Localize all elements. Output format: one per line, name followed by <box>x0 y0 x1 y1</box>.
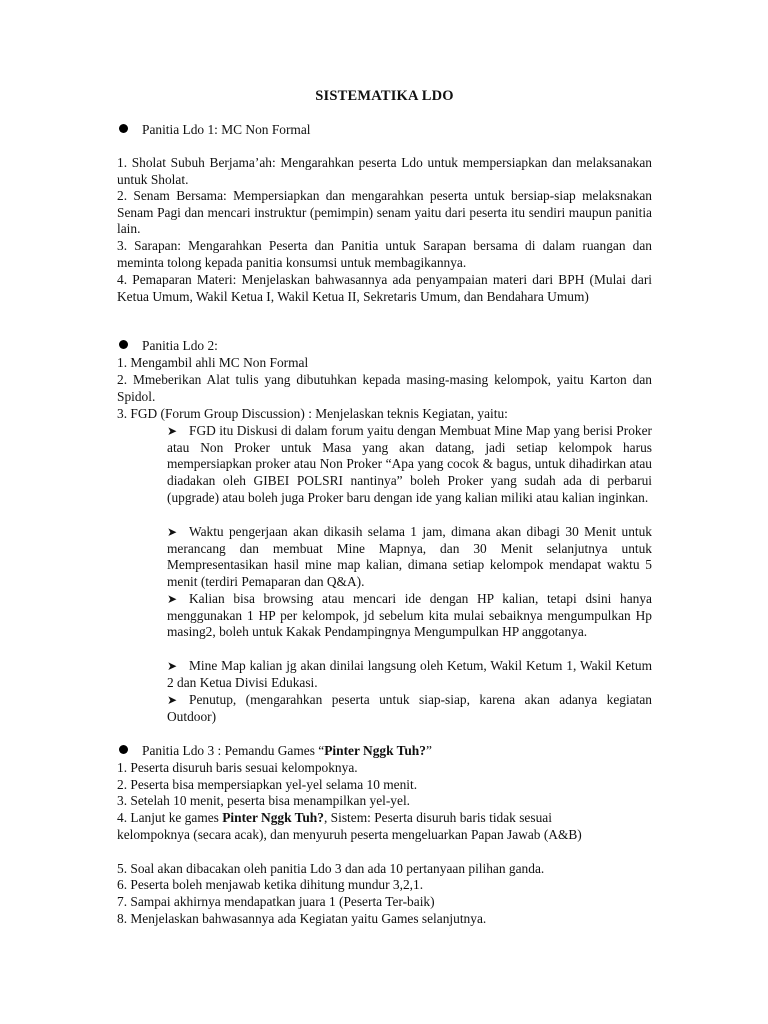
game-name: Pinter Nggk Tuh? <box>324 743 426 758</box>
section-3-item: 7. Sampai akhirnya mendapatkan juara 1 (Peserta Ter-baik) <box>117 894 435 909</box>
fgd-sub-item: ➤ FGD itu Diskusi di dalam forum yaitu dengan Membuat Mine Map yang berisi Proker atau Non Proker untuk Masa yang akan datang, jadi setiap kelompok harus mempersiapkan proker atau Non Proker “Apa yang cocok & bagus, untuk dihadirkan atau diadakan oleh GIBEI POLSRI nantinya” boleh Proker yang sudah ada di perbarui (upgrade) atau boleh juga Proker baru dengan ide yang kalian miliki atau kalian inginkan. <box>167 423 652 505</box>
section-2-item: 3. FGD (Forum Group Discussion) : Menjelaskan teknis Kegiatan, yaitu: <box>117 406 508 421</box>
section-1-item: 2. Senam Bersama: Mempersiapkan dan mengarahkan peserta untuk bersiap-siap melaksnakan Senam Pagi dan mencari instruktur (pemimpin) senam yaitu dari peserta itu sendiri maupun panitia lain. <box>117 188 652 237</box>
document-title: SISTEMATIKA LDO <box>315 88 454 104</box>
section-1-heading-text: Panitia Ldo 1: MC Non Formal <box>142 122 311 137</box>
section-2-item: 2. Mmeberikan Alat tulis yang dibutuhkan kepada masing-masing kelompok, yaitu Karton dan Spidol. <box>117 372 652 404</box>
fgd-sub-item: ➤ Kalian bisa browsing atau mencari ide dengan HP kalian, tetapi dsini hanya menggunakan 1 HP per kelompok, jd sebelum kita mulai sebaiknya mengumpulkan Hp masing2, boleh untuk Kakak Pendampingnya Mengumpulkan HP anggotanya. <box>167 591 652 640</box>
arrow-bullet-icon: ➤ <box>167 525 178 539</box>
section-3-item: 6. Peserta boleh menjawab ketika dihitung mundur 3,2,1. <box>117 877 424 892</box>
fgd-sub-item: ➤ Mine Map kalian jg akan dinilai langsung oleh Ketum, Wakil Ketum 1, Wakil Ketum 2 dan Ketua Divisi Edukasi. <box>167 658 652 690</box>
arrow-bullet-icon: ➤ <box>167 659 178 673</box>
section-3-item: 1. Peserta disuruh baris sesuai kelompoknya. <box>117 760 358 775</box>
section-3-item: 4. Lanjut ke games Pinter Nggk Tuh?, Sistem: Peserta disuruh baris tidak sesuai kelompoknya (secara acak), dan menyuruh peserta mengeluarkan Papan Jawab (A&B) <box>117 810 582 842</box>
section-2-heading-text: Panitia Ldo 2: <box>142 338 218 353</box>
fgd-sub-item: ➤ Waktu pengerjaan akan dikasih selama 1 jam, dimana akan dibagi 30 Menit untuk merancang dan membuat Mine Mapnya, dan 30 Menit selanjutnya untuk Mempresentasikan hasil mine map kalian, dimana setiap kelompok mendapat waktu 5 menit (terdiri Pemaparan dan Q&A). <box>167 524 652 590</box>
arrow-bullet-icon: ➤ <box>167 424 178 438</box>
bullet-icon <box>119 745 128 754</box>
fgd-sub-item: ➤ Penutup, (mengarahkan peserta untuk siap-siap, karena akan adanya kegiatan Outdoor) <box>167 692 652 724</box>
arrow-bullet-icon: ➤ <box>167 693 178 707</box>
bullet-icon <box>119 124 128 133</box>
section-1-item: 3. Sarapan: Mengarahkan Peserta dan Panitia untuk Sarapan bersama di dalam ruangan dan meminta tolong kepada panitia konsumsi untuk membagikannya. <box>117 238 652 270</box>
section-3-item: 2. Peserta bisa mempersiapkan yel-yel selama 10 menit. <box>117 777 418 792</box>
arrow-bullet-icon: ➤ <box>167 592 178 606</box>
section-1-item: 1. Sholat Subuh Berjama’ah: Mengarahkan peserta Ldo untuk mempersiapkan dan melaksanakan untuk Sholat. <box>117 155 652 187</box>
section-1-heading <box>117 122 311 139</box>
section-3-heading: Panitia Ldo 3 : Pemandu Games “Pinter Nggk Tuh?” <box>117 743 432 760</box>
section-3-item: 3. Setelah 10 menit, peserta bisa menampilkan yel-yel. <box>117 793 411 808</box>
section-3-item: 8. Menjelaskan bahwasannya ada Kegiatan yaitu Games selanjutnya. <box>117 911 487 926</box>
section-3-item: 5. Soal akan dibacakan oleh panitia Ldo 3 dan ada 10 pertanyaan pilihan ganda. <box>117 861 545 876</box>
section-2-item: 1. Mengambil ahli MC Non Formal <box>117 355 309 370</box>
section-2-heading <box>117 338 218 355</box>
section-1-item: 4. Pemaparan Materi: Menjelaskan bahwasannya ada penyampaian materi dari BPH (Mulai dari Ketua Umum, Wakil Ketua I, Wakil Ketua II, Sekretaris Umum, dan Bendahara Umum) <box>117 272 652 304</box>
bullet-icon <box>119 340 128 349</box>
